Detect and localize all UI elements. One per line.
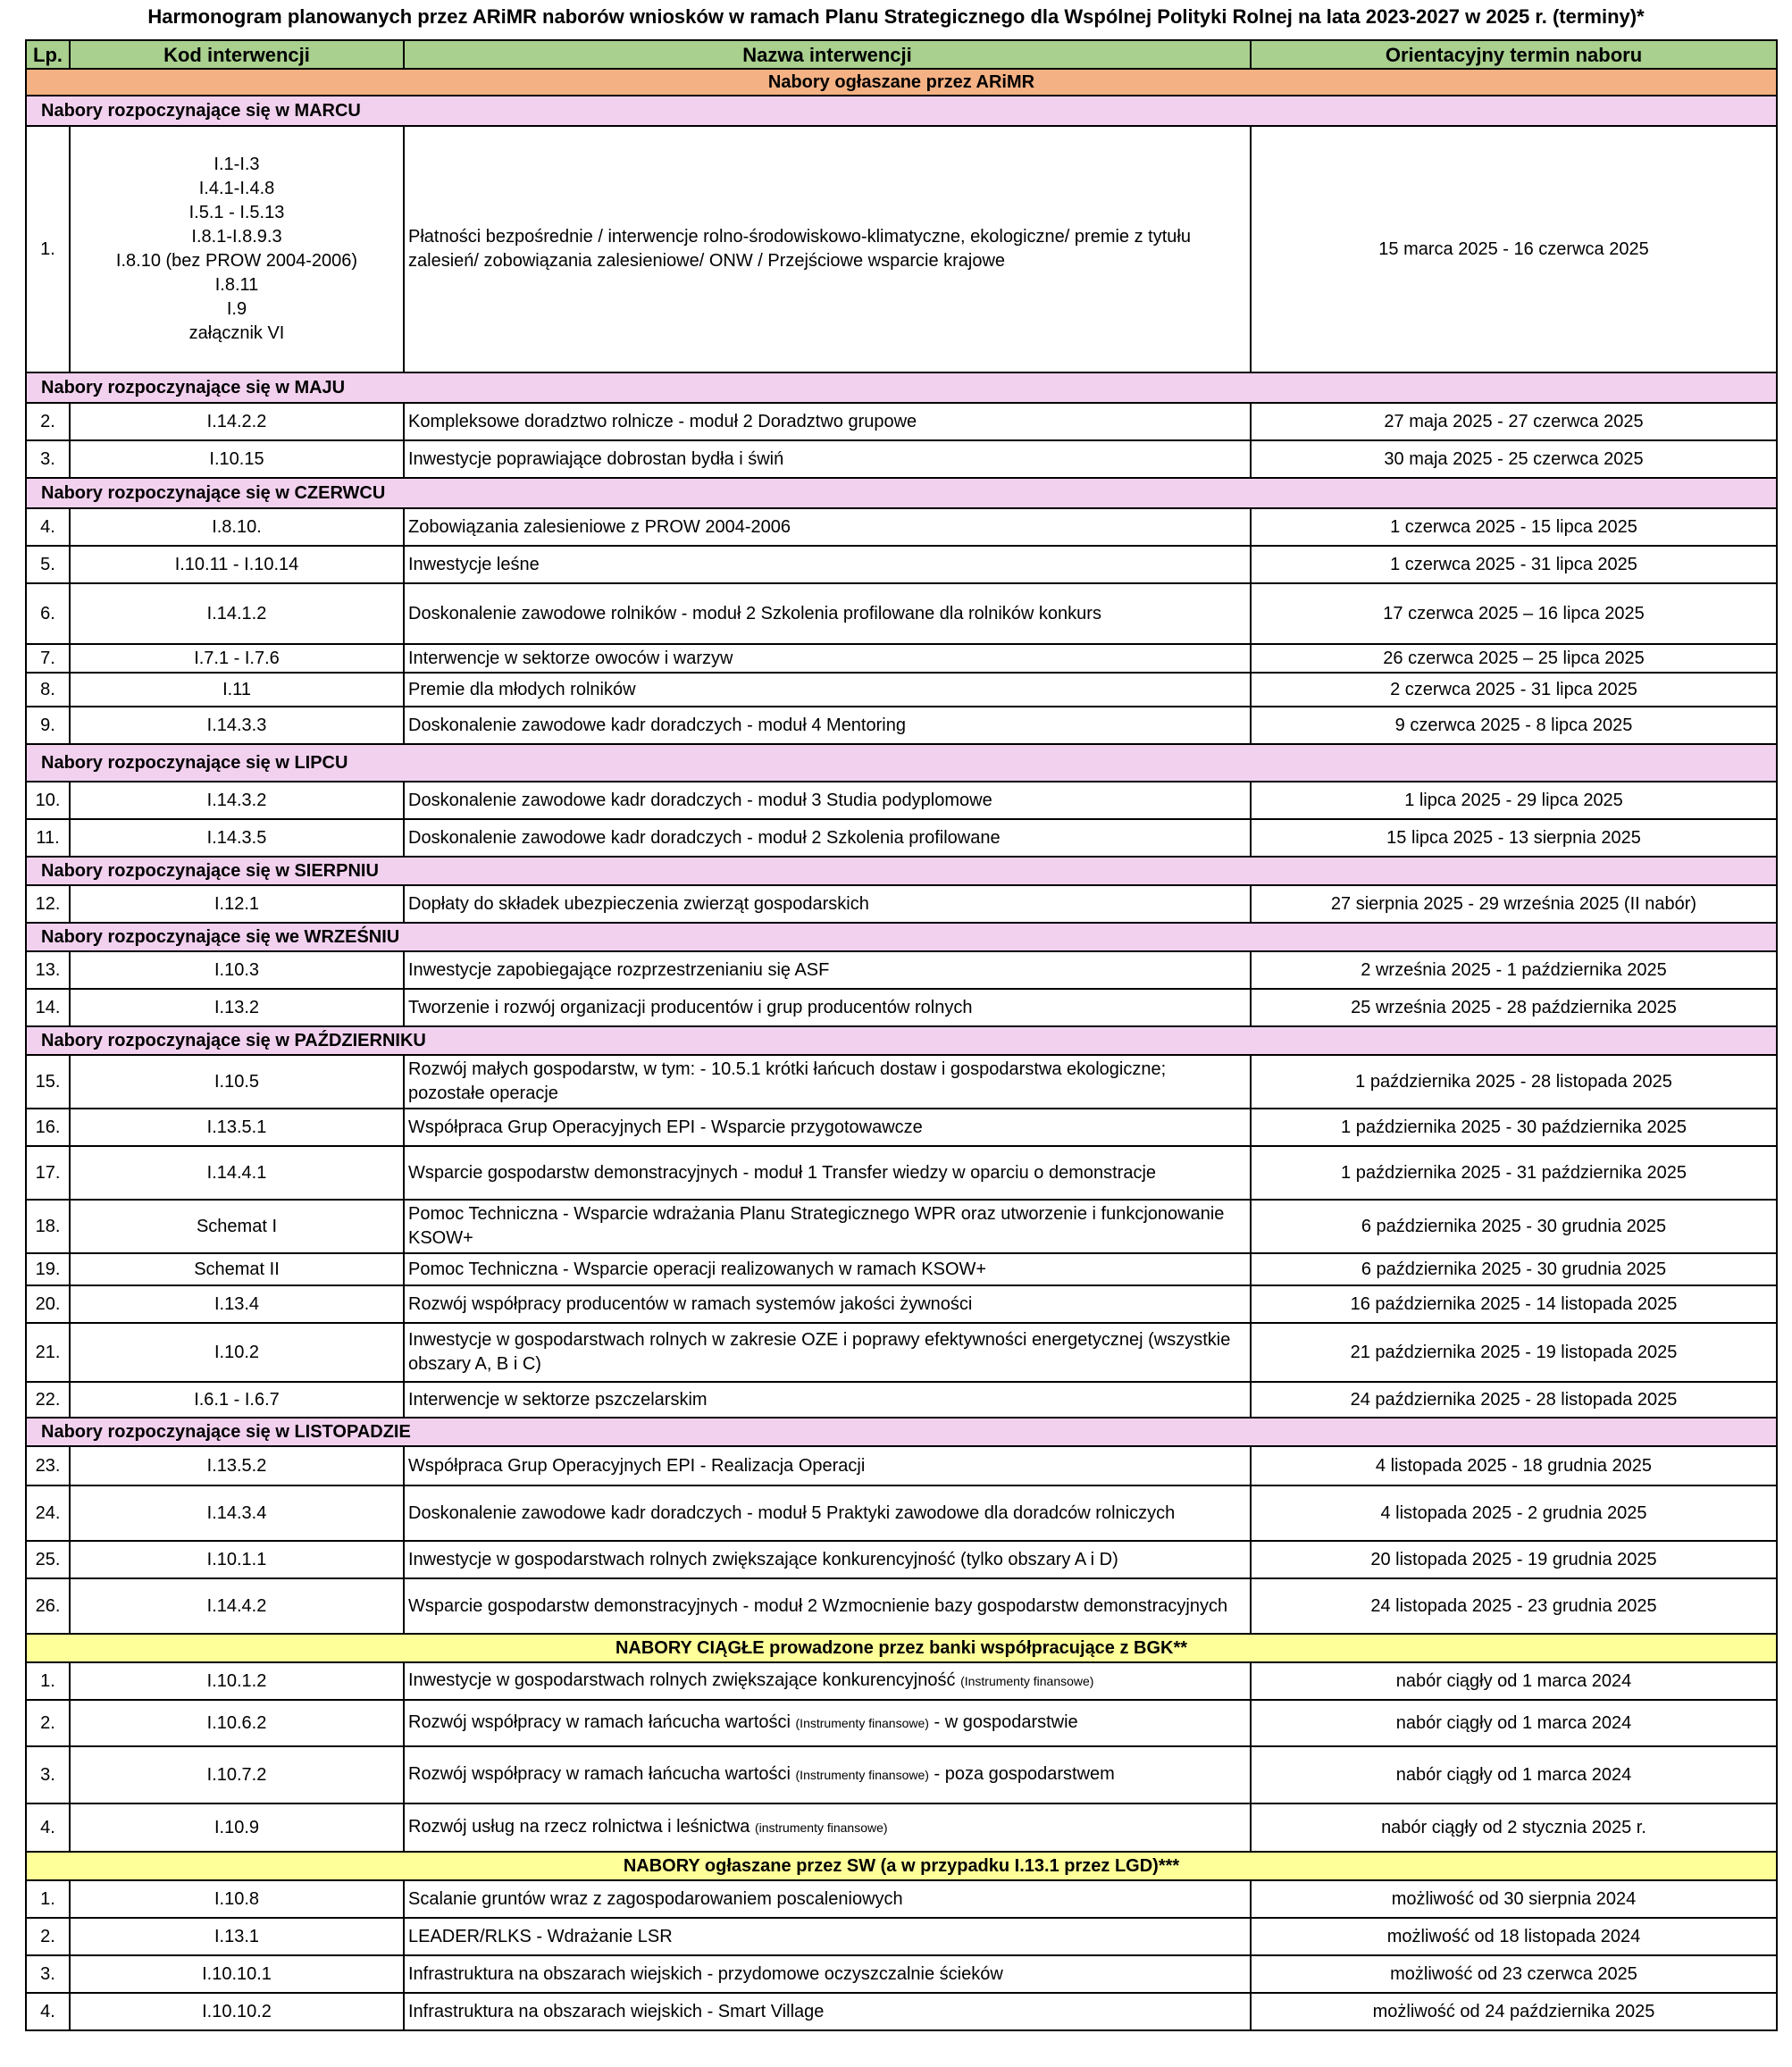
row-nazwa-main: Rozwój współpracy w ramach łańcucha wartości (408, 1764, 791, 1784)
row-nazwa: Infrastruktura na obszarach wiejskich - przydomowe oczyszczalnie ścieków (404, 1955, 1251, 1993)
row-nazwa: Wsparcie gospodarstw demonstracyjnych - moduł 2 Wzmocnienie bazy gospodarstw demonstracyjnych (404, 1578, 1251, 1634)
row-termin: 20 listopada 2025 - 19 grudnia 2025 (1251, 1541, 1777, 1578)
row-lp: 2. (26, 1918, 70, 1955)
row-termin: nabór ciągły od 1 marca 2024 (1251, 1746, 1777, 1803)
row-nazwa: Współpraca Grup Operacyjnych EPI - Wsparcie przygotowawcze (404, 1109, 1251, 1146)
table-row (26, 546, 1777, 583)
row-lp: 2. (26, 1700, 70, 1746)
row-kod: I.10.2 (70, 1323, 404, 1382)
table-row (26, 403, 1777, 440)
table-row (26, 1485, 1777, 1541)
row-kod-line: I.5.1 - I.5.13 (188, 203, 285, 222)
month-row-maj (26, 372, 1777, 403)
row-lp: 1. (26, 126, 70, 372)
row-lp: 10. (26, 782, 70, 819)
row-lp: 3. (26, 440, 70, 478)
row-termin: możliwość od 24 października 2025 (1251, 1993, 1777, 2030)
row-nazwa: Rozwój małych gospodarstw, w tym: - 10.5.1 krótki łańcuch dostaw i gospodarstwa ekologiczne; pozostałe operacje (404, 1055, 1251, 1109)
row-kod: I.10.10.2 (70, 1993, 404, 2030)
row-nazwa-suffix: - poza gospodarstwem (934, 1764, 1115, 1784)
table-row (26, 1993, 1777, 2030)
row-kod: I.10.1.2 (70, 1662, 404, 1700)
row-nazwa: Inwestycje zapobiegające rozprzestrzenianiu się ASF (404, 951, 1251, 989)
table-row (26, 989, 1777, 1026)
row-termin: nabór ciągły od 1 marca 2024 (1251, 1662, 1777, 1700)
row-nazwa (404, 1746, 1251, 1803)
row-lp: 17. (26, 1146, 70, 1200)
section-arimr-row (26, 69, 1777, 96)
row-lp: 1. (26, 1880, 70, 1918)
row-kod: Schemat II (70, 1253, 404, 1285)
row-termin: 26 czerwca 2025 – 25 lipca 2025 (1251, 644, 1777, 673)
row-nazwa: Premie dla młodych rolników (404, 673, 1251, 707)
row-lp: 16. (26, 1109, 70, 1146)
table-header-row (26, 40, 1777, 69)
row-kod: I.10.6.2 (70, 1700, 404, 1746)
table-row (26, 1746, 1777, 1803)
row-termin: 25 września 2025 - 28 października 2025 (1251, 989, 1777, 1026)
row-nazwa (404, 1803, 1251, 1852)
row-kod: I.14.1.2 (70, 583, 404, 644)
row-termin: 9 czerwca 2025 - 8 lipca 2025 (1251, 707, 1777, 744)
row-termin: 27 maja 2025 - 27 czerwca 2025 (1251, 403, 1777, 440)
row-lp: 20. (26, 1285, 70, 1323)
row-lp: 7. (26, 644, 70, 673)
section-sw: NABORY ogłaszane przez SW (a w przypadku I.13.1 przez LGD)*** (26, 1852, 1777, 1880)
row-lp: 6. (26, 583, 70, 644)
table-row (26, 885, 1777, 923)
row-termin: 17 czerwca 2025 – 16 lipca 2025 (1251, 583, 1777, 644)
row-termin: 6 października 2025 - 30 grudnia 2025 (1251, 1253, 1777, 1285)
row-kod-line: I.8.1-I.8.9.3 (191, 227, 282, 247)
month-label: Nabory rozpoczynające się w SIERPNIU (26, 857, 1777, 885)
row-nazwa: Zobowiązania zalesieniowe z PROW 2004-2006 (404, 508, 1251, 546)
table-row (26, 1662, 1777, 1700)
month-label: Nabory rozpoczynające się w CZERWCU (26, 478, 1777, 508)
month-label: Nabory rozpoczynające się w LISTOPADZIE (26, 1418, 1777, 1446)
row-termin: 15 lipca 2025 - 13 sierpnia 2025 (1251, 819, 1777, 857)
row-nazwa: Kompleksowe doradztwo rolnicze - moduł 2 Doradztwo grupowe (404, 403, 1251, 440)
row-kod: Schemat I (70, 1200, 404, 1253)
row-termin: 27 sierpnia 2025 - 29 września 2025 (II nabór) (1251, 885, 1777, 923)
row-termin: 1 października 2025 - 31 października 2025 (1251, 1146, 1777, 1200)
row-nazwa: Inwestycje w gospodarstwach rolnych w zakresie OZE i poprawy efektywności energetycznej (wszystkie obszary A, B i C) (404, 1323, 1251, 1382)
month-label: Nabory rozpoczynające się we WRZEŚNIU (26, 923, 1777, 951)
row-termin: 1 lipca 2025 - 29 lipca 2025 (1251, 782, 1777, 819)
table-row (26, 583, 1777, 644)
section-sw-row (26, 1852, 1777, 1880)
row-lp: 9. (26, 707, 70, 744)
month-label: Nabory rozpoczynające się w LIPCU (26, 744, 1777, 782)
row-nazwa: Doskonalenie zawodowe kadr doradczych - moduł 3 Studia podyplomowe (404, 782, 1251, 819)
section-arimr: Nabory ogłaszane przez ARiMR (26, 69, 1777, 96)
row-kod: I.10.1.1 (70, 1541, 404, 1578)
table-row (26, 1109, 1777, 1146)
row-lp: 19. (26, 1253, 70, 1285)
row-lp: 18. (26, 1200, 70, 1253)
row-kod: I.10.11 - I.10.14 (70, 546, 404, 583)
month-row-marzec (26, 96, 1777, 126)
row-termin: 15 marca 2025 - 16 czerwca 2025 (1251, 126, 1777, 372)
row-lp: 12. (26, 885, 70, 923)
table-row (26, 1446, 1777, 1485)
month-row-listopad (26, 1418, 1777, 1446)
row-kod: I.14.3.5 (70, 819, 404, 857)
row-termin: 1 października 2025 - 30 października 2025 (1251, 1109, 1777, 1146)
row-nazwa: Doskonalenie zawodowe kadr doradczych - moduł 5 Praktyki zawodowe dla doradców rolniczych (404, 1485, 1251, 1541)
row-kod: I.8.10. (70, 508, 404, 546)
row-kod (70, 126, 404, 372)
row-nazwa: Scalanie gruntów wraz z zagospodarowaniem poscaleniowych (404, 1880, 1251, 1918)
row-nazwa-suffix: - w gospodarstwie (934, 1712, 1078, 1732)
row-termin: 1 czerwca 2025 - 31 lipca 2025 (1251, 546, 1777, 583)
row-nazwa: Tworzenie i rozwój organizacji producentów i grup producentów rolnych (404, 989, 1251, 1026)
table-row (26, 951, 1777, 989)
row-kod: I.14.4.1 (70, 1146, 404, 1200)
row-kod: I.10.7.2 (70, 1746, 404, 1803)
row-lp: 13. (26, 951, 70, 989)
row-lp: 15. (26, 1055, 70, 1109)
row-termin: 6 października 2025 - 30 grudnia 2025 (1251, 1200, 1777, 1253)
row-nazwa-note: (Instrumenty finansowe) (960, 1674, 1094, 1688)
row-lp: 23. (26, 1446, 70, 1485)
row-kod: I.10.10.1 (70, 1955, 404, 1993)
row-nazwa-main: Rozwój współpracy w ramach łańcucha wartości (408, 1712, 791, 1732)
row-nazwa: Dopłaty do składek ubezpieczenia zwierząt gospodarskich (404, 885, 1251, 923)
header-termin: Orientacyjny termin naboru (1251, 40, 1777, 69)
row-termin: 4 listopada 2025 - 18 grudnia 2025 (1251, 1446, 1777, 1485)
table-row (26, 707, 1777, 744)
row-kod: I.10.5 (70, 1055, 404, 1109)
row-kod-line: załącznik VI (188, 323, 285, 343)
row-kod: I.10.9 (70, 1803, 404, 1852)
row-nazwa-note: (Instrumenty finansowe) (795, 1716, 929, 1730)
row-nazwa: Interwencje w sektorze owoców i warzyw (404, 644, 1251, 673)
row-nazwa: Pomoc Techniczna - Wsparcie operacji realizowanych w ramach KSOW+ (404, 1253, 1251, 1285)
row-nazwa: Doskonalenie zawodowe rolników - moduł 2 Szkolenia profilowane dla rolników konkurs (404, 583, 1251, 644)
table-row (26, 644, 1777, 673)
row-nazwa (404, 1700, 1251, 1746)
row-lp: 2. (26, 403, 70, 440)
row-lp: 3. (26, 1746, 70, 1803)
row-lp: 4. (26, 1993, 70, 2030)
row-termin: możliwość od 18 listopada 2024 (1251, 1918, 1777, 1955)
row-nazwa (404, 1662, 1251, 1700)
table-row (26, 1285, 1777, 1323)
table-row (26, 1541, 1777, 1578)
row-termin: 2 czerwca 2025 - 31 lipca 2025 (1251, 673, 1777, 707)
row-kod: I.13.4 (70, 1285, 404, 1323)
table-row (26, 440, 1777, 478)
row-termin: 24 października 2025 - 28 listopada 2025 (1251, 1382, 1777, 1418)
month-label: Nabory rozpoczynające się w PAŹDZIERNIKU (26, 1026, 1777, 1055)
row-lp: 4. (26, 1803, 70, 1852)
table-row (26, 1955, 1777, 1993)
month-row-wrzesien (26, 923, 1777, 951)
month-row-pazdziernik (26, 1026, 1777, 1055)
row-nazwa-note: (instrumenty finansowe) (754, 1820, 888, 1835)
row-lp: 8. (26, 673, 70, 707)
row-kod: I.14.4.2 (70, 1578, 404, 1634)
section-bgk: NABORY CIĄGŁE prowadzone przez banki współpracujące z BGK** (26, 1634, 1777, 1662)
row-nazwa: Infrastruktura na obszarach wiejskich - Smart Village (404, 1993, 1251, 2030)
month-row-lipiec (26, 744, 1777, 782)
row-kod: I.14.2.2 (70, 403, 404, 440)
row-nazwa: Doskonalenie zawodowe kadr doradczych - moduł 4 Mentoring (404, 707, 1251, 744)
row-nazwa: LEADER/RLKS - Wdrażanie LSR (404, 1918, 1251, 1955)
row-nazwa-main: Inwestycje w gospodarstwach rolnych zwiększające konkurencyjność (408, 1670, 956, 1690)
table-row (26, 1880, 1777, 1918)
row-lp: 22. (26, 1382, 70, 1418)
row-nazwa: Doskonalenie zawodowe kadr doradczych - moduł 2 Szkolenia profilowane (404, 819, 1251, 857)
row-nazwa: Interwencje w sektorze pszczelarskim (404, 1382, 1251, 1418)
row-nazwa: Inwestycje leśne (404, 546, 1251, 583)
row-nazwa: Inwestycje poprawiające dobrostan bydła i świń (404, 440, 1251, 478)
row-kod: I.14.3.2 (70, 782, 404, 819)
row-termin: 1 czerwca 2025 - 15 lipca 2025 (1251, 508, 1777, 546)
header-nazwa: Nazwa interwencji (404, 40, 1251, 69)
row-kod: I.12.1 (70, 885, 404, 923)
table-row (26, 819, 1777, 857)
row-kod: I.13.5.2 (70, 1446, 404, 1485)
month-row-czerwiec (26, 478, 1777, 508)
row-lp: 3. (26, 1955, 70, 1993)
table-row (26, 782, 1777, 819)
table-row (26, 508, 1777, 546)
row-kod: I.10.3 (70, 951, 404, 989)
row-kod: I.13.5.1 (70, 1109, 404, 1146)
table-row (26, 1803, 1777, 1852)
month-row-sierpien (26, 857, 1777, 885)
row-termin: możliwość od 23 czerwca 2025 (1251, 1955, 1777, 1993)
row-kod: I.6.1 - I.6.7 (70, 1382, 404, 1418)
row-kod-line: I.9 (226, 299, 247, 319)
header-kod: Kod interwencji (70, 40, 404, 69)
row-nazwa: Pomoc Techniczna - Wsparcie wdrażania Planu Strategicznego WPR oraz utworzenie i funkcjonowanie KSOW+ (404, 1200, 1251, 1253)
row-lp: 14. (26, 989, 70, 1026)
row-termin: 1 października 2025 - 28 listopada 2025 (1251, 1055, 1777, 1109)
row-nazwa: Wsparcie gospodarstw demonstracyjnych - moduł 1 Transfer wiedzy w oparciu o demonstracje (404, 1146, 1251, 1200)
schedule-table (25, 39, 1778, 2031)
row-lp: 11. (26, 819, 70, 857)
row-kod: I.14.3.4 (70, 1485, 404, 1541)
row-kod: I.7.1 - I.7.6 (70, 644, 404, 673)
schedule-table-body (26, 40, 1777, 2030)
row-termin: 16 października 2025 - 14 listopada 2025 (1251, 1285, 1777, 1323)
table-row (26, 126, 1777, 372)
row-kod-line: I.8.11 (214, 275, 259, 295)
table-row (26, 1578, 1777, 1634)
table-row (26, 1055, 1777, 1109)
month-label: Nabory rozpoczynające się w MARCU (26, 96, 1777, 126)
page-title: Harmonogram planowanych przez ARiMR naborów wniosków w ramach Planu Strategicznego dla Wspólnej Polityki Rolnej na lata 2023-2027 w 2025 r. (terminy)* (147, 5, 1645, 28)
month-label: Nabory rozpoczynające się w MAJU (26, 372, 1777, 403)
row-nazwa: Płatności bezpośrednie / interwencje rolno-środowiskowo-klimatyczne, ekologiczne/ premie z tytułu zalesień/ zobowiązania zalesieniowe/ ONW / Przejściowe wsparcie krajowe (404, 126, 1251, 372)
row-nazwa-note: (Instrumenty finansowe) (795, 1768, 929, 1782)
table-row (26, 1146, 1777, 1200)
row-kod: I.10.15 (70, 440, 404, 478)
row-kod-line: I.1-I.3 (214, 155, 260, 174)
row-lp: 5. (26, 546, 70, 583)
row-kod: I.13.1 (70, 1918, 404, 1955)
table-row (26, 1700, 1777, 1746)
row-termin: nabór ciągły od 2 stycznia 2025 r. (1251, 1803, 1777, 1852)
row-kod: I.10.8 (70, 1880, 404, 1918)
table-row (26, 1323, 1777, 1382)
row-lp: 24. (26, 1485, 70, 1541)
table-row (26, 1200, 1777, 1253)
row-kod-line: I.8.10 (bez PROW 2004-2006) (115, 251, 358, 271)
row-termin: 30 maja 2025 - 25 czerwca 2025 (1251, 440, 1777, 478)
row-lp: 21. (26, 1323, 70, 1382)
row-termin: nabór ciągły od 1 marca 2024 (1251, 1700, 1777, 1746)
row-kod: I.13.2 (70, 989, 404, 1026)
row-nazwa-main: Rozwój usług na rzecz rolnictwa i leśnictwa (408, 1817, 750, 1837)
row-lp: 1. (26, 1662, 70, 1700)
row-termin: możliwość od 30 sierpnia 2024 (1251, 1880, 1777, 1918)
row-lp: 4. (26, 508, 70, 546)
row-lp: 25. (26, 1541, 70, 1578)
row-lp: 26. (26, 1578, 70, 1634)
section-bgk-row (26, 1634, 1777, 1662)
row-termin: 21 października 2025 - 19 listopada 2025 (1251, 1323, 1777, 1382)
table-row (26, 1918, 1777, 1955)
row-nazwa: Inwestycje w gospodarstwach rolnych zwiększające konkurencyjność (tylko obszary A i D) (404, 1541, 1251, 1578)
row-nazwa: Współpraca Grup Operacyjnych EPI - Realizacja Operacji (404, 1446, 1251, 1485)
table-row (26, 1382, 1777, 1418)
header-lp: Lp. (26, 40, 70, 69)
table-row (26, 1253, 1777, 1285)
row-kod: I.14.3.3 (70, 707, 404, 744)
row-termin: 24 listopada 2025 - 23 grudnia 2025 (1251, 1578, 1777, 1634)
row-kod: I.11 (70, 673, 404, 707)
row-termin: 4 listopada 2025 - 2 grudnia 2025 (1251, 1485, 1777, 1541)
row-termin: 2 września 2025 - 1 października 2025 (1251, 951, 1777, 989)
row-nazwa: Rozwój współpracy producentów w ramach systemów jakości żywności (404, 1285, 1251, 1323)
table-row (26, 673, 1777, 707)
row-kod-line: I.4.1-I.4.8 (198, 179, 275, 198)
